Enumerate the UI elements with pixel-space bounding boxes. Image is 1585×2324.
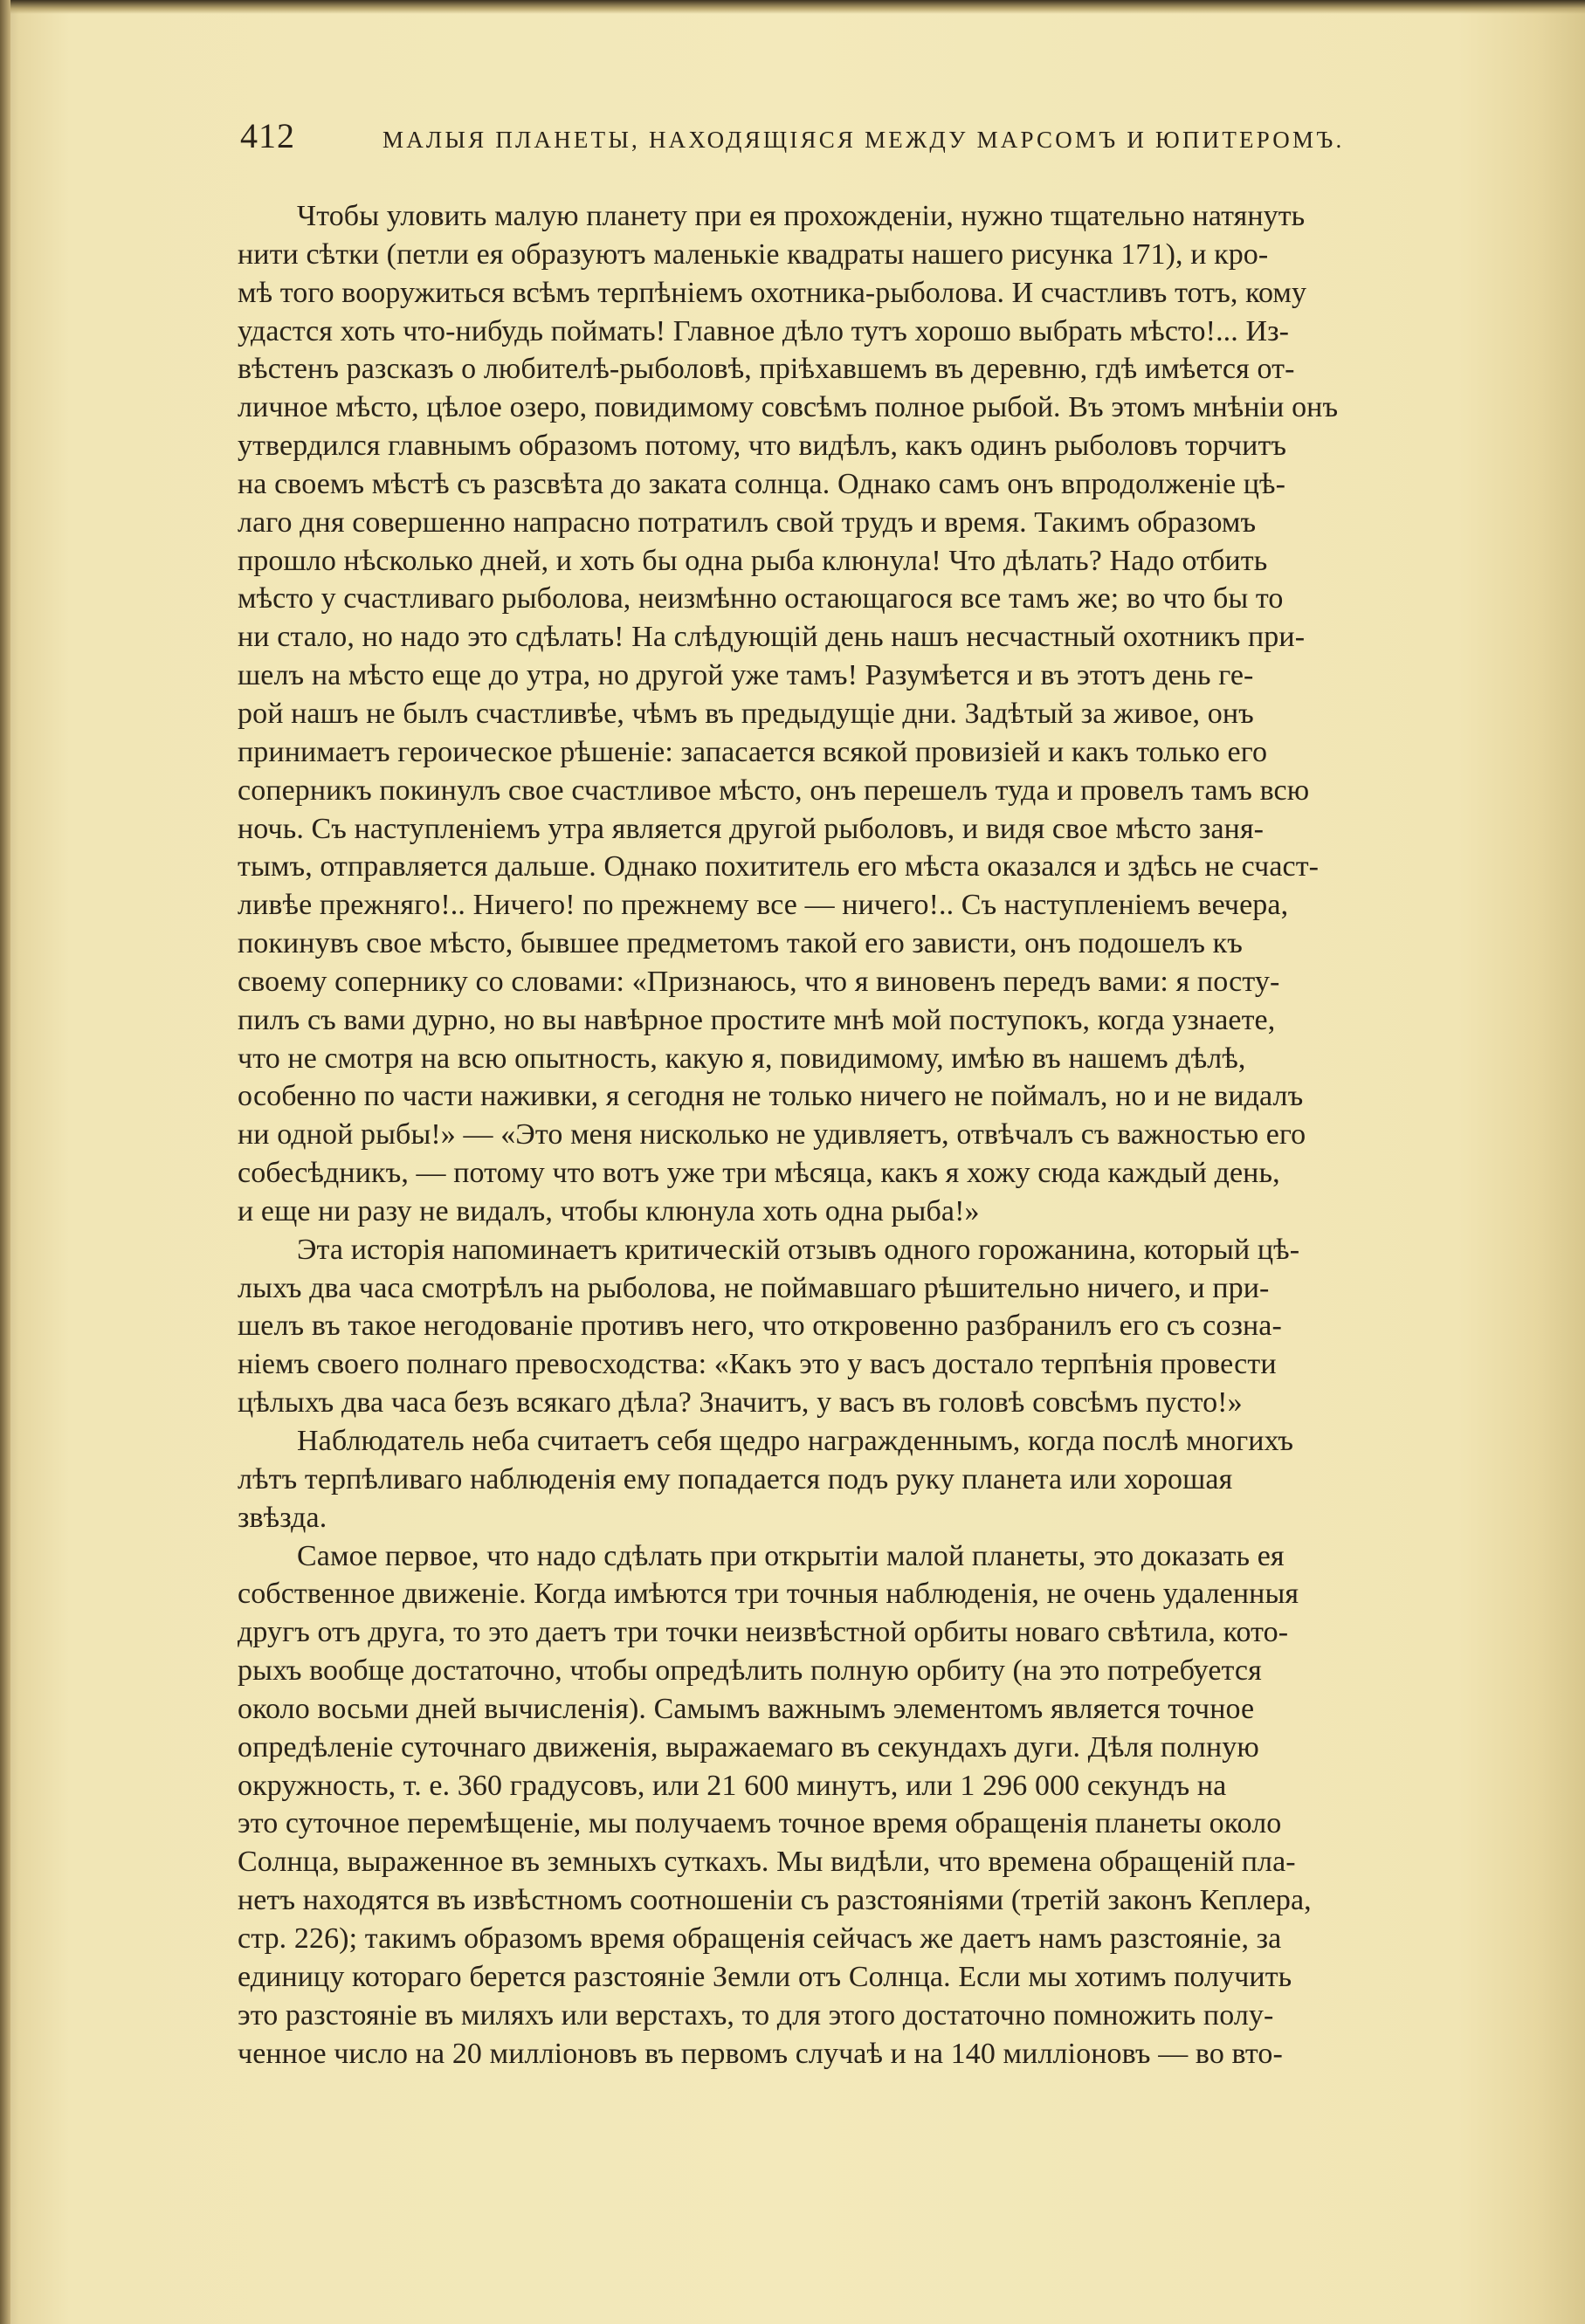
text-line: другъ отъ друга, то это даетъ три точки неизвѣстной орбиты новаго свѣтила, кото- [238, 1616, 1289, 1649]
page-top-shadow [0, 0, 1585, 14]
text-line: около восьми дней вычисленія). Самымъ важнымъ элементомъ является точное [238, 1692, 1255, 1725]
text-line: соперникъ покинулъ свое счастливое мѣсто, онъ перешелъ туда и провелъ тамъ всю [238, 774, 1310, 807]
text-line: ни одной рыбы!» — «Это меня нисколько не удивляетъ, отвѣчалъ съ важностью его [238, 1118, 1306, 1152]
text-line: рыхъ вообще достаточно, чтобы опредѣлить полную орбиту (на это потребуется [238, 1654, 1262, 1688]
text-line: Наблюдатель неба считаетъ себя щедро награжденнымъ, когда послѣ многихъ [297, 1425, 1294, 1457]
text-line: мѣсто у счастливаго рыболова, неизмѣнно остающагося все тамъ же; во что бы то [238, 582, 1284, 615]
text-line: принимаетъ героическое рѣшеніе: запасается всякой провизіей и какъ только его [238, 735, 1268, 768]
page-number: 412 [240, 116, 295, 155]
text-line: ни стало, но надо это сдѣлать! На слѣдующій день нашъ несчастный охотникъ при- [238, 621, 1306, 654]
text-line: тымъ, отправляется дальше. Однако похититель его мѣста оказался и здѣсь не счаст- [238, 850, 1320, 884]
text-line: шелъ на мѣсто еще до утра, но другой уже тамъ! Разумѣется и въ этотъ день ге- [238, 659, 1254, 692]
text-line: своему сопернику со словами: «Признаюсь, что я виновенъ передъ вами: я посту- [238, 965, 1280, 998]
paragraph [238, 1422, 1451, 1537]
text-line: собесѣдникъ, — потому что вотъ уже три мѣсяца, какъ я хожу сюда каждый день, [238, 1157, 1280, 1190]
running-title: МАЛЫЯ ПЛАНЕТЫ, НАХОДЯЩІЯСЯ МЕЖДУ МАРСОМЪ И ЮПИТЕРОМЪ. [382, 127, 1345, 153]
text-line: Самое первое, что надо сдѣлать при открытіи малой планеты, это доказать ея [297, 1539, 1285, 1572]
text-line: Чтобы уловить малую планету при ея прохожденіи, нужно тщательно натянуть [297, 200, 1306, 232]
text-line: Эта исторія напоминаетъ критическій отзывъ одного горожанина, который цѣ- [297, 1233, 1300, 1266]
text-line: шелъ въ такое негодованіе противъ него, что откровенно разбранилъ его съ созна- [238, 1310, 1282, 1343]
text-line: Солнца, выраженное въ земныхъ суткахъ. Мы видѣли, что времена обращеній пла- [238, 1846, 1296, 1879]
text-line: мѣ того вооружиться всѣмъ терпѣніемъ охотника-рыболова. И счастливъ тотъ, кому [238, 276, 1307, 309]
text-line: это разстояніе въ миляхъ или верстахъ, то для этого достаточно помножить полу- [238, 1998, 1274, 2032]
text-line: стр. 226); такимъ образомъ время обращенія сейчасъ же даетъ намъ разстояніе, за [238, 1922, 1282, 1955]
text-line: рой нашъ не былъ счастливѣе, чѣмъ въ предыдущіе дни. Задѣтый за живое, онъ [238, 697, 1254, 730]
text-line: единицу котораго берется разстояніе Земли отъ Солнца. Если мы хотимъ получить [238, 1960, 1292, 1993]
text-line: на своемъ мѣстѣ съ разсвѣта до заката солнца. Однако самъ онъ впродолженіе цѣ- [238, 467, 1286, 500]
text-line: прошло нѣсколько дней, и хоть бы одна рыба клюнула! Что дѣлать? Надо отбить [238, 544, 1268, 577]
text-line: что не смотря на всю опытность, какую я, повидимому, имѣю въ нашемъ дѣлѣ, [238, 1042, 1246, 1075]
text-line: пилъ съ вами дурно, но вы навѣрное простите мнѣ мой поступокъ, когда узнаете, [238, 1003, 1276, 1036]
paragraph [238, 1537, 1451, 2073]
text-line: лыхъ два часа смотрѣлъ на рыболова, не поймавшаго рѣшительно ничего, и при- [238, 1271, 1270, 1304]
text-line: лѣтъ терпѣливаго наблюденія ему попадается подъ руку планета или хорошая [238, 1462, 1233, 1495]
text-line: личное мѣсто, цѣлое озеро, повидимому совсѣмъ полное рыбой. Въ этомъ мнѣніи онъ [238, 391, 1339, 424]
text-line: удастся хоть что-нибудь поймать! Главное дѣло тутъ хорошо выбрать мѣсто!... Из- [238, 314, 1290, 347]
text-line: ночь. Съ наступленіемъ утра является другой рыболовъ, и видя свое мѣсто заня- [238, 812, 1265, 845]
text-line: звѣзда. [238, 1501, 327, 1534]
text-line: собственное движеніе. Когда имѣются три точныя наблюденія, не очень удаленныя [238, 1578, 1299, 1611]
paragraph [238, 1231, 1451, 1422]
text-line: утвердился главнымъ образомъ потому, что видѣлъ, какъ одинъ рыболовъ торчитъ [238, 430, 1287, 463]
text-line: покинувъ свое мѣсто, бывшее предметомъ такой его зависти, онъ подошелъ къ [238, 927, 1243, 960]
page-header [240, 115, 1345, 168]
text-line: это суточное перемѣщеніе, мы получаемъ точное время обращенія планеты около [238, 1807, 1282, 1840]
text-line: ніемъ своего полнаго превосходства: «Какъ это у васъ достало терпѣнія провести [238, 1348, 1277, 1381]
text-line: нетъ находятся въ извѣстномъ соотношеніи съ разстояніями (третій законъ Кеплера, [238, 1884, 1312, 1917]
text-line: и еще ни разу не видалъ, чтобы клюнула хоть одна рыба!» [238, 1194, 980, 1227]
text-line: вѣстенъ разсказъ о любителѣ-рыболовѣ, пріѣхавшемъ въ деревню, гдѣ имѣется от- [238, 353, 1295, 386]
text-line: нити сѣтки (петли ея образуютъ маленькіе квадраты нашего рисунка 171), и кро- [238, 237, 1269, 271]
body-text [238, 197, 1451, 2073]
text-line: опредѣленіе суточнаго движенія, выражаемаго въ секундахъ дуги. Дѣля полную [238, 1730, 1259, 1764]
text-line: лаго дня совершенно напрасно потратилъ свой трудъ и время. Такимъ образомъ [238, 505, 1257, 539]
text-line: окружность, т. е. 360 градусовъ, или 21 600 минутъ, или 1 296 000 секундъ на [238, 1769, 1227, 1802]
page-binding-edge [0, 0, 10, 2324]
paragraph [238, 197, 1451, 1231]
text-line: особенно по части наживки, я сегодня не только ничего не поймалъ, но и не видалъ [238, 1080, 1304, 1113]
text-line: ченное число на 20 милліоновъ въ первомъ случаѣ и на 140 милліоновъ — во вто- [238, 2037, 1283, 2070]
text-line: ливѣе прежняго!.. Ничего! по прежнему все — ничего!.. Съ наступленіемъ вечера, [238, 889, 1289, 922]
text-line: цѣлыхъ два часа безъ всякаго дѣла? Значитъ, у васъ въ головѣ совсѣмъ пусто!» [238, 1386, 1243, 1420]
